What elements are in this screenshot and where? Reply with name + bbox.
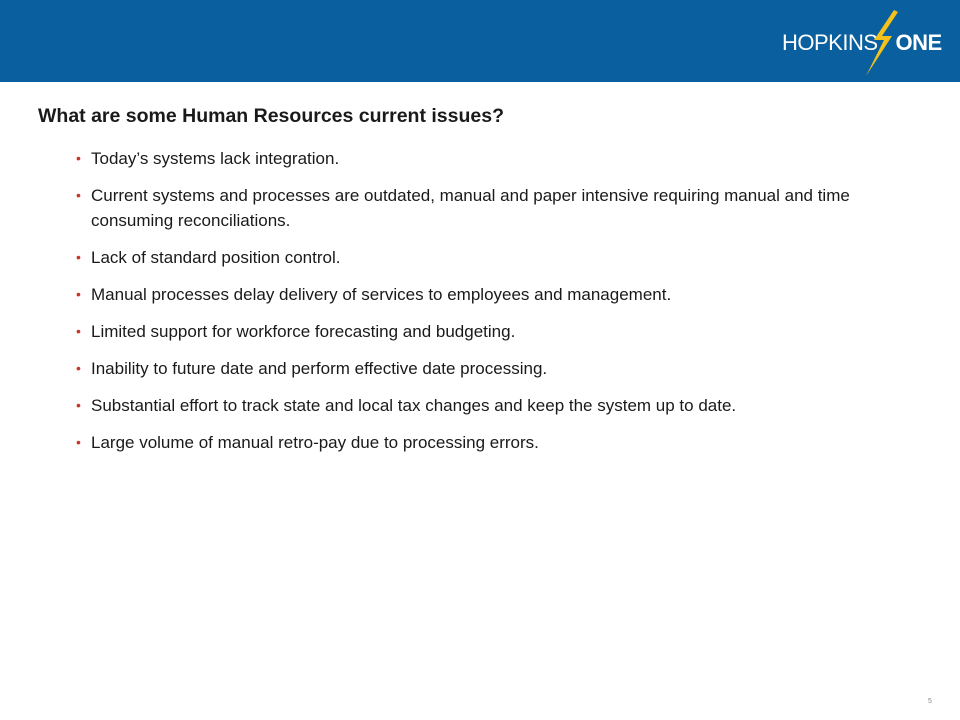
page-title: What are some Human Resources current issues? xyxy=(38,105,504,127)
list-item xyxy=(76,183,896,233)
bullet-text: Lack of standard position control. xyxy=(91,248,341,267)
bullet-text: Current systems and processes are outdated, manual and paper intensive requiring manual and time consuming reconciliations. xyxy=(91,186,850,230)
list-item xyxy=(76,430,896,455)
bullet-text: Large volume of manual retro-pay due to processing errors. xyxy=(91,433,539,452)
lightning-bolt-icon xyxy=(860,10,900,76)
page-number: 5 xyxy=(928,698,932,705)
logo-text-one: ONE xyxy=(895,30,942,55)
list-item xyxy=(76,245,896,270)
bullet-text: Manual processes delay delivery of services to employees and management. xyxy=(91,285,672,304)
bullet-icon: • xyxy=(76,187,81,203)
list-item xyxy=(76,393,896,418)
bullet-text: Today’s systems lack integration. xyxy=(91,149,340,168)
list-item xyxy=(76,319,896,344)
bullet-icon: • xyxy=(76,434,81,450)
list-item xyxy=(76,356,896,381)
bullet-icon: • xyxy=(76,286,81,302)
bullet-icon: • xyxy=(76,360,81,376)
header-band xyxy=(0,0,960,82)
bullet-text: Substantial effort to track state and local tax changes and keep the system up to date. xyxy=(91,396,737,415)
bullet-text: Inability to future date and perform effective date processing. xyxy=(91,359,548,378)
list-item xyxy=(76,282,896,307)
list-item xyxy=(76,146,896,171)
hopkinsone-logo xyxy=(778,10,948,76)
bullet-icon: • xyxy=(76,323,81,339)
bullet-icon: • xyxy=(76,150,81,166)
bullet-text: Limited support for workforce forecasting and budgeting. xyxy=(91,322,516,341)
bullet-icon: • xyxy=(76,249,81,265)
logo-text-hopkins: HOPKINS xyxy=(782,30,878,55)
bullet-icon: • xyxy=(76,397,81,413)
bullet-list xyxy=(76,146,896,467)
